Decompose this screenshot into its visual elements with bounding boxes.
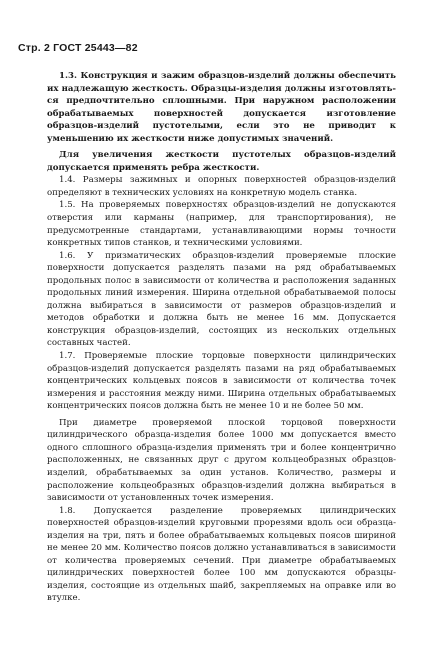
paragraph-1-7: 1.7. Проверяемые плоские торцовые поверхности цилиндрических образцов-изделий допускается разделять пазами на ряд обрабатываемых концентрических кольцевых поясов в зависимости от количества точек измерения и расстояния между ними. Ширина отдельных обрабатываемых концентрических поясов должна быть не менее 10 и не более 50 мм. <box>47 351 396 412</box>
paragraph-1-6: 1.6. У призматических образцов-изделий проверяемые плоские поверхности допускается разделять пазами на ряд обрабатываемых продольных полос в зависимости от количества и расположения заданных продольных линий измерения. Ширина отдельной обрабатываемой полосы должна выбираться в зависимости от размеров образцов-изделий и методов обработки и должна быть не менее 16 мм. Допускается конструкция образцов-изделий, состоящих из нескольких отдельных составных частей. <box>47 250 396 349</box>
body-text <box>47 70 396 605</box>
paragraph-1-3: 1.3. Конструкция и зажим образцов-изделий должны обеспечить их надлежащую жесткость. Образцы-изделия должны изготовлять-ся предпочтительно сплошными. При наружном расположении обрабатываемых поверхностей допускается изготовление образцов-изделий пустотелыми, если это не приводит к уменьшению их жесткости ниже допустимых значений. <box>47 71 396 144</box>
paragraph-1-5: 1.5. На проверяемых поверхностях образцов-изделий не допускаются отверстия или карманы (например, для транспортирования), не предусмотренные стандартами, устанавливающими нормы точности конкретных типов станков, и техническими условиями. <box>47 200 396 249</box>
paragraph-1-4: 1.4. Размеры зажимных и опорных поверхностей образцов-изделий определяют в технических условиях на конкретную модель станка. <box>47 175 396 198</box>
paragraph-1-8: 1.8. Допускается разделение проверяемых цилиндрических поверхностей образцов-изделий круговыми прорезями вдоль оси образца-изделия на три, пять и более обрабатываемых кольцевых поясов шириной не менее 20 мм. Количество поясов должно устанавливаться в зависимости от количества проверяемых сечений. При диаметре обрабатываемых цилиндрических поверхностей более 100 мм допускаются образцы-изделия, состоящие из отдельных шайб, закрепляемых на оправке или во втулке. <box>47 505 396 604</box>
paragraph-diameter-1000: При диаметре проверяемой плоской торцовой поверхности цилиндрического образца-изделия более 1000 мм допускается вместо одного сплошного образца-изделия применять три и более концентрично расположенных, не связанных друг с другом кольцеобразных образцов-изделий, обрабатываемых за один установ. Количество, размеры и расположение кольцеобразных образцов-изделий должна выбираться в зависимости от установленных точек измерения. <box>47 417 396 504</box>
paragraph-stiffening-ribs: Для увеличения жесткости пустотелых образцов-изделий допускается применять ребра жесткости. <box>47 150 396 173</box>
page-header: Стр. 2 ГОСТ 25443—82 <box>18 42 138 54</box>
